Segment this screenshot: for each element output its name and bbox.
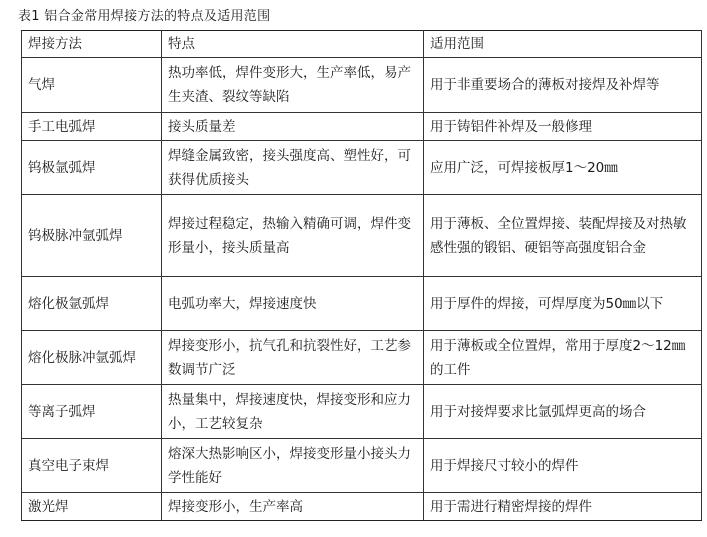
cell-method: 钨极脉冲氩弧焊 xyxy=(22,195,162,277)
cell-features: 电弧功率大，焊接速度快 xyxy=(162,277,424,331)
cell-features: 热量集中，焊接速度快，焊接变形和应力小，工艺较复杂 xyxy=(162,385,424,439)
cell-applications: 用于厚件的焊接，可焊厚度为50㎜以下 xyxy=(424,277,702,331)
cell-method: 真空电子束焊 xyxy=(22,439,162,493)
table-row xyxy=(22,385,702,439)
table-row xyxy=(22,493,702,521)
cell-applications: 用于需进行精密焊接的焊件 xyxy=(424,493,702,521)
table-row xyxy=(22,277,702,331)
cell-method: 气焊 xyxy=(22,58,162,113)
cell-method: 钨极氩弧焊 xyxy=(22,141,162,195)
cell-method: 熔化极氩弧焊 xyxy=(22,277,162,331)
table-row xyxy=(22,58,702,113)
cell-features: 熔深大热影响区小，焊接变形量小接头力学性能好 xyxy=(162,439,424,493)
cell-applications: 用于薄板、全位置焊接、装配焊接及对热敏感性强的锻铝、硬铝等高强度铝合金 xyxy=(424,195,702,277)
cell-applications: 用于非重要场合的薄板对接焊及补焊等 xyxy=(424,58,702,113)
cell-features: 热功率低，焊件变形大，生产率低，易产生夹渣、裂纹等缺陷 xyxy=(162,58,424,113)
cell-method: 手工电弧焊 xyxy=(22,113,162,141)
table-caption: 表1 铝合金常用焊接方法的特点及适用范围 xyxy=(18,9,271,24)
cell-applications: 用于薄板或全位置焊，常用于厚度2～12㎜的工件 xyxy=(424,331,702,385)
cell-method: 激光焊 xyxy=(22,493,162,521)
header-features: 特点 xyxy=(162,31,424,58)
table-row xyxy=(22,331,702,385)
header-applications: 适用范围 xyxy=(424,31,702,58)
table-row xyxy=(22,195,702,277)
cell-applications: 用于焊接尺寸较小的焊件 xyxy=(424,439,702,493)
header-method: 焊接方法 xyxy=(22,31,162,58)
welding-methods-table xyxy=(21,30,702,521)
cell-method: 熔化极脉冲氩弧焊 xyxy=(22,331,162,385)
cell-applications: 应用广泛，可焊接板厚1～20㎜ xyxy=(424,141,702,195)
cell-features: 焊缝金属致密，接头强度高、塑性好，可获得优质接头 xyxy=(162,141,424,195)
cell-applications: 用于对接焊要求比氩弧焊更高的场合 xyxy=(424,385,702,439)
cell-features: 焊接变形小，生产率高 xyxy=(162,493,424,521)
cell-applications: 用于铸铝件补焊及一般修理 xyxy=(424,113,702,141)
cell-method: 等离子弧焊 xyxy=(22,385,162,439)
cell-features: 焊接变形小，抗气孔和抗裂性好，工艺参数调节广泛 xyxy=(162,331,424,385)
table-row xyxy=(22,439,702,493)
cell-features: 接头质量差 xyxy=(162,113,424,141)
table-row xyxy=(22,141,702,195)
table-row xyxy=(22,113,702,141)
table-header-row xyxy=(22,31,702,58)
cell-features: 焊接过程稳定，热输入精确可调，焊件变形量小，接头质量高 xyxy=(162,195,424,277)
